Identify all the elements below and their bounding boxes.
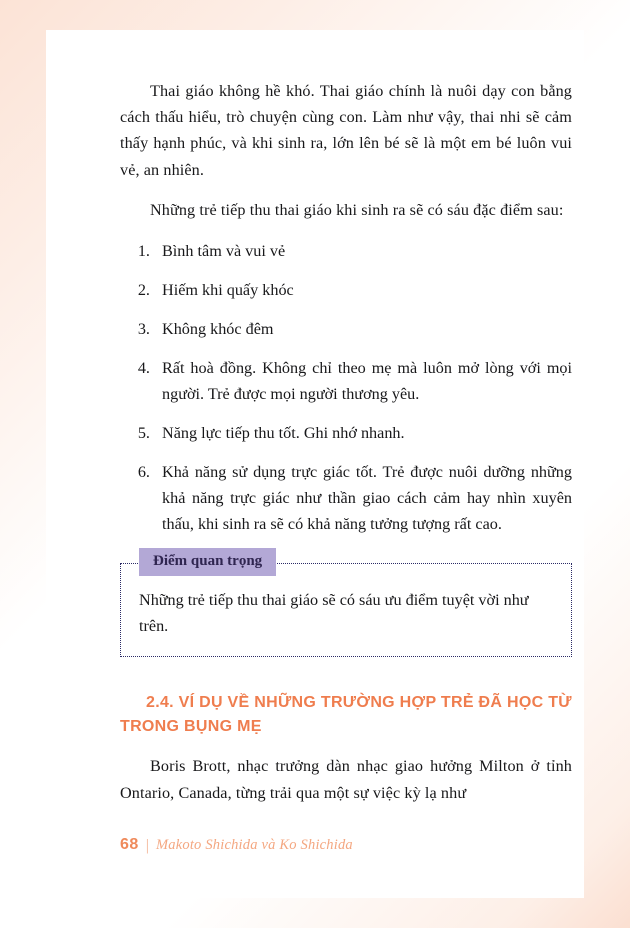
numbered-list: [120, 239, 572, 537]
footer-separator: |: [145, 837, 149, 854]
page-content: [120, 78, 572, 820]
list-item: 6. Khả năng sử dụng trực giác tốt. Trẻ được nuôi dưỡng những khả năng trực giác như thần giao cách cảm hay nhìn xuyên thấu, khi sinh ra sẽ có khả năng tưởng tượng rất cao.: [154, 460, 572, 538]
callout-text: Những trẻ tiếp thu thai giáo sẽ có sáu ưu điểm tuyệt vời như trên.: [139, 591, 529, 636]
footer-author: Makoto Shichida và Ko Shichida: [156, 837, 353, 853]
list-item: 4. Rất hoà đồng. Không chỉ theo mẹ mà luôn mở lòng với mọi người. Trẻ được mọi người thương yêu.: [154, 356, 572, 408]
list-item: 2. Hiếm khi quấy khóc: [154, 278, 572, 304]
paragraph-intro: Thai giáo không hề khó. Thai giáo chính là nuôi dạy con bằng cách thấu hiểu, trò chuyện cùng con. Làm như vậy, thai nhi sẽ cảm thấy hạnh phúc, và khi sinh ra, lớn lên bé sẽ là một em bé luôn vui vẻ, an nhiên.: [120, 82, 572, 179]
callout-tag-label: Điểm quan trọng: [139, 548, 276, 576]
paragraph-closing: Boris Brott, nhạc trưởng dàn nhạc giao hưởng Milton ở tỉnh Ontario, Canada, từng trải qua một sự việc kỳ lạ như: [120, 757, 572, 802]
callout-box: [120, 553, 572, 657]
page-footer: [120, 836, 353, 854]
list-item: 1. Bình tâm và vui vẻ: [154, 239, 572, 265]
page-sheet: [46, 30, 584, 898]
paragraph-lead-in: Những trẻ tiếp thu thai giáo khi sinh ra sẽ có sáu đặc điểm sau:: [150, 200, 564, 219]
section-heading: 2.4. VÍ DỤ VỀ NHỮNG TRƯỜNG HỢP TRẺ ĐÃ HỌC TỪ TRONG BỤNG MẸ: [120, 694, 572, 736]
list-item: 3. Không khóc đêm: [154, 317, 572, 343]
page-number: 68: [120, 836, 139, 853]
list-item: 5. Năng lực tiếp thu tốt. Ghi nhớ nhanh.: [154, 421, 572, 447]
